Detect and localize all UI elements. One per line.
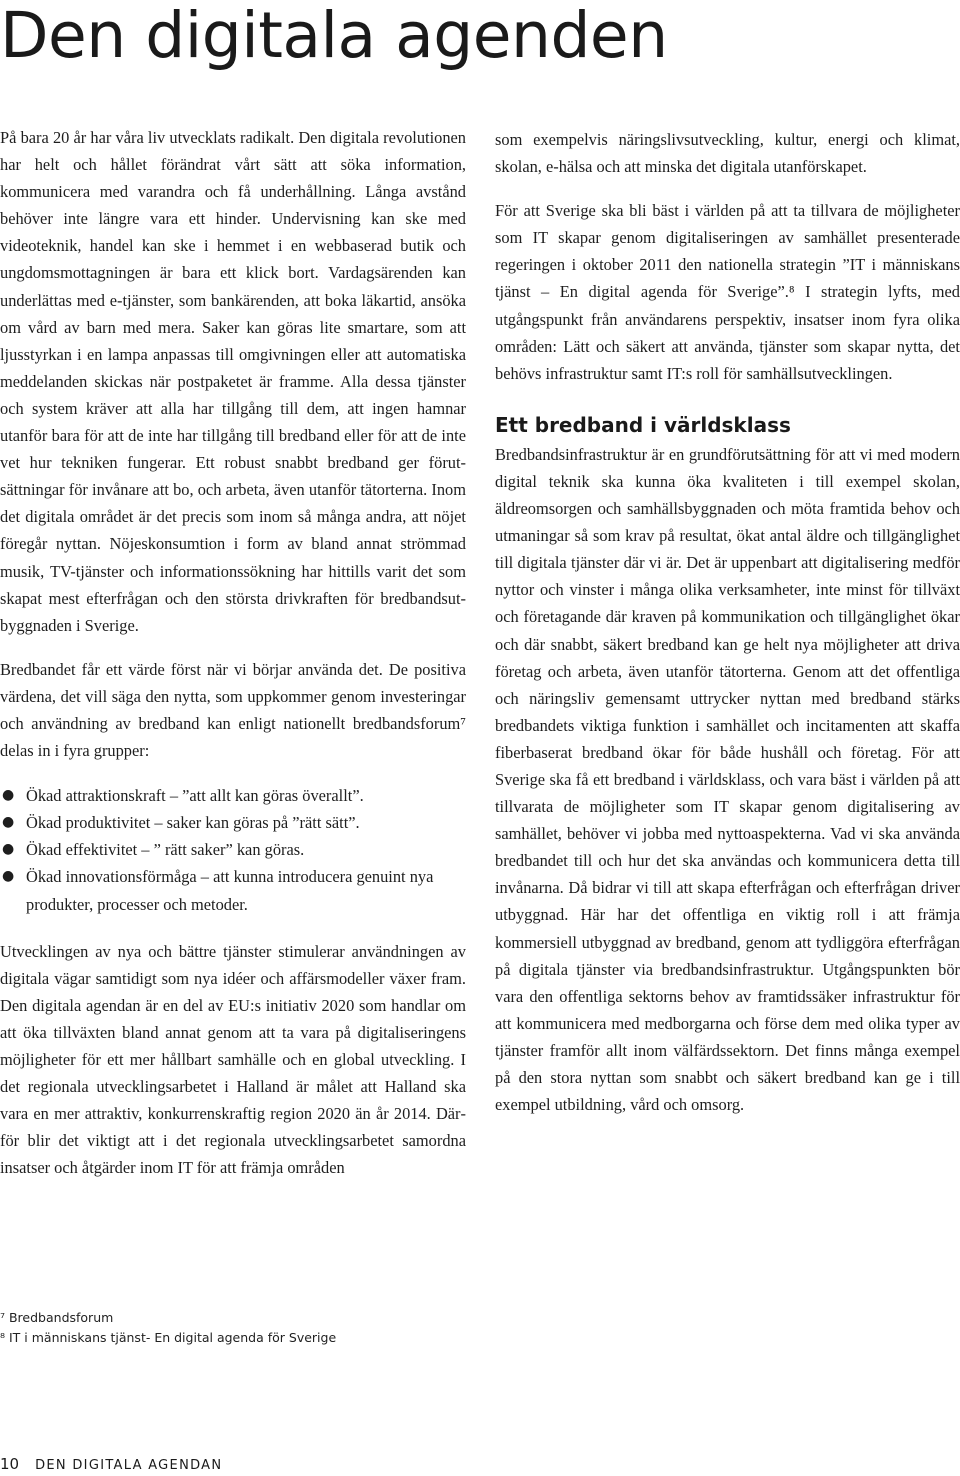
footnotes — [0, 1308, 336, 1348]
page-footer — [0, 1454, 222, 1476]
bullet-icon: ● — [2, 814, 15, 831]
footnote: ⁷ Bredbandsforum — [0, 1310, 114, 1325]
page-title: Den digitala agenden — [0, 0, 668, 72]
bullet-icon: ● — [2, 841, 15, 858]
list-item — [0, 809, 466, 836]
page-number: 10 — [0, 1455, 20, 1473]
benefit-list — [0, 782, 466, 917]
body-paragraph: Utvecklingen av nya och bättre tjänster stimulerar användningen av digitala vägar samtidigt som nya idéer och affärsmodeller växer fram. Den digitala agendan är en del av EU:s initiativ 2020 som handlar om att öka tillväxten bland annat genom att ta vara på digitaliseringens möjligheter för ett mer hållbart samhälle och en global utveckling. I det regionala utvecklingsarbetet i Halland är målet att Halland ska vara en mer attraktiv, konkurrenskraftig region 2020 än år 2014. Därför blir det viktigt att i det regionala utvecklingsarbetet samordna insatser och åtgärder inom IT för att främja områden — [0, 941, 466, 1178]
running-footer-label: DEN DIGITALA AGENDAN — [35, 1458, 223, 1473]
list-item — [0, 782, 466, 809]
list-item — [0, 836, 466, 863]
left-column — [0, 124, 466, 1181]
list-item — [0, 863, 466, 917]
body-paragraph: Bredbandet får ett värde först när vi börjar använda det. De positiva värdena, det vill säga den nytta, som uppkommer genom investeringar och användning av bredband kan enligt nationellt bredbandsforum⁷ delas in i fyra grupper: — [0, 659, 466, 761]
bullet-icon: ● — [2, 868, 15, 885]
list-item-text: Ökad attraktionskraft – ”att allt kan göras överallt”. — [26, 786, 364, 806]
bullet-icon: ● — [2, 787, 15, 804]
body-paragraph: För att Sverige ska bli bäst i världen på att ta tillvara de möjligheter som IT skapar genom digitaliseringen av samhället presenterade regeringen i oktober 2011 den nationella strategin ”IT i människans tjänst – En digital agenda för Sverige”.⁸ I strategin lyfts, med utgångspunkt från användarens perspektiv, insatser inom fyra olika områden: Lätt och säkert att använda, tjänster som skapar nytta, det behövs infrastruktur samt IT:s roll för samhällsutvecklingen. — [495, 201, 960, 383]
list-item-text: Ökad innovationsförmåga – att kunna introducera genuint nya produkter, processer och metoder. — [26, 867, 434, 914]
body-paragraph: På bara 20 år har våra liv utvecklats radikalt. Den digitala revolutionen har helt och hållet förändrat vårt sätt att söka information, kommunicera med varandra och få underhållning. Långa avstånd behöver inte längre vara ett hinder. Undervisning kan ske med videoteknik, handel kan ske i hemmet i en webbaserad butik och ungdomsmottagningen är bara ett klick bort. Vardagsärenden kan underlättas med e-tjänster, som bankärenden, att boka läkartid, ansöka om vård av barn med mera. Saker kan göras lite smartare, som att ljusstyrkan i en lampa anpassas till omgivningen eller att automatiska meddelanden skickas när postpaketet är framme. Alla dessa tjänster och system kräver att alla har tillgång till dem, att ingen hamnar utanför bara för att de inte har tillgång till bredband eller för att de inte vet hur tekniken fungerar. Ett robust snabbt bredband ger förutsättningar för invånare att bo, och arbeta, även utanför tätorterna. Inom det digitala området är det precis som inom så många andra, att nöjet föregår nyttan. Nöjeskonsumtion i form av bland annat strömmad musik, TV-tjänster och informationssökning har hittills varit det som skapat mest efterfrågan och den största drivkraften för bredbandsutbyggnaden i Sverige. — [0, 128, 466, 635]
list-item-text: Ökad effektivitet – ” rätt saker” kan göras. — [26, 840, 305, 860]
body-paragraph: Bredbandsinfrastruktur är en grundförutsättning för att vi med modern digital teknik ska kunna öka kvaliteten i till exempel skolan, äldreomsorgen och samhällsbyggnaden och möta framtida behov och utmaningar så som krav på resultat, ökat antal äldre och tillgänglighet till digitala tjänster där vi är. Det är uppenbart att digitalisering medför nyttor och vinster i många olika verksamheter, inte minst för tillväxt och företagande där kraven på kommunikation och tillgänglighet ökar och där snabbt, säkert bredband kan ge helt nya möjligheter att driva företag och arbeta, även utanför tätorterna. Genom att det offentliga och näringsliv gemensamt uttrycker nyttan med bredband stärks bredbandets viktiga funktion i samhället och incitamenten att skaffa fiberbaserat bredband ökar för både hushåll och företag. För att Sverige ska få ett bredband i världsklass, och vara bäst i världen på att tillvarata de möjligheter som IT skapar genom digitalisering av samhället, behöver vi jobba med nyttoaspekterna. Vad vi ska använda bredbandet till och hur det ska användas och kommunicera detta till invånarna. Då bidrar vi till att skapa efterfrågan och efterfrågan driver utbyggnad. Här har det offentliga en viktig roll i att främja kommersiell utbyggnad av bredband, genom att tydliggöra efterfrågan på digitala tjänster via bredbandsinfrastruktur. Utgångspunkten bör vara den offentliga sektorns behov av framtidssäker infrastruktur för att kommunicera med medborgarna och förse dem med olika typer av tjänster framför allt inom välfärdssektorn. Det finns många exempel på den stora nyttan som snabbt och säkert bredband kan ge i till exempel utbildning, vård och omsorg. — [495, 444, 960, 1115]
right-column — [495, 126, 960, 1118]
footnote: ⁸ IT i människans tjänst- En digital agenda för Sverige — [0, 1330, 337, 1345]
list-item-text: Ökad produktivitet – saker kan göras på ”rätt sätt”. — [26, 813, 360, 833]
body-paragraph: som exempelvis näringslivsutveckling, kultur, energi och klimat, skolan, e-hälsa och att minska det digitala utanförskapet. — [495, 130, 960, 177]
section-heading: Ett bredband i världsklass — [495, 412, 791, 437]
